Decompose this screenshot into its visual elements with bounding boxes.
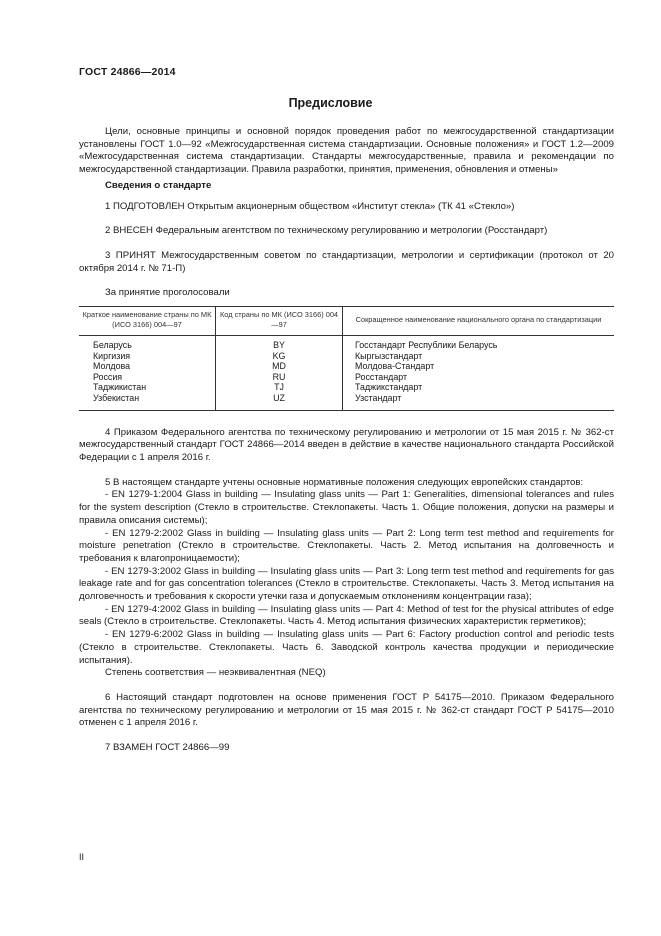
national-body: Узстандарт — [343, 393, 615, 410]
country-code: UZ — [216, 393, 343, 410]
voting-table — [79, 306, 614, 411]
item-5-intro: 5 В настоящем стандарте учтены основные нормативные положения следующих европейских стандартов: — [105, 476, 584, 488]
intro-paragraph: Цели, основные принципы и основной порядок проведения работ по межгосударственной стандартизации установлены ГОСТ 1.0—92 «Межгосударственная система стандартизации. Основные положения» и ГОСТ 1.2—2009 «Межгосударственная система стандартизации. Стандарты межгосударственные, правила и рекомендации по межгосударственной стандартизации. Правила разработки, принятия, применения, обновления и отмены» — [79, 126, 614, 176]
item-7: 7 ВЗАМЕН ГОСТ 24866—99 — [105, 742, 230, 754]
item-4: 4 Приказом Федерального агентства по техническому регулированию и метрологии от 15 мая 2015 г. № 362-ст межгосударственный стандарт ГОСТ 24866—2014 введен в действие в качестве национального стандарта Российской Федерации с 1 апреля 2016 г. — [79, 426, 614, 463]
page-title: Предисловие — [288, 96, 373, 110]
country-name: Киргизия — [79, 351, 216, 362]
national-body: Таджикстандарт — [355, 382, 423, 393]
table-row — [79, 372, 614, 383]
item-5-list-entry: - EN 1279-2:2002 Glass in building — Insulating glass units — Part 2: Long term test method and requirements for moisture penetration (Стекло в строительстве. Стеклопакеты. Часть 2. Метод испытания на долговечность и требования к влагопроницаемости); — [79, 527, 614, 564]
country-name: Молдова — [79, 361, 216, 372]
header-national-body: Сокращенное наименование национального органа по стандартизации — [343, 307, 615, 336]
item-6: 6 Настоящий стандарт подготовлен на основе применения ГОСТ Р 54175—2010. Приказом Федерального агентства по техническому регулированию и метрологии от 15 мая 2015 г. № 362-ст стандарт ГОСТ Р 54175—2010 отменен с 1 апреля 2016 г. — [79, 691, 614, 729]
vote-intro: За принятие проголосовали — [105, 287, 230, 299]
country-name: Беларусь — [79, 336, 216, 351]
table-row — [79, 336, 614, 351]
item-3: 3 ПРИНЯТ Межгосударственным советом по стандартизации, метрологии и сертификации (протокол от 20 октября 2014 г. № 71-П) — [79, 249, 614, 274]
country-code: BY — [216, 336, 343, 351]
table-row — [79, 393, 614, 410]
country-code: RU — [216, 372, 343, 383]
table-row — [79, 351, 614, 362]
page-number: II — [79, 852, 85, 862]
country-name: Узбекистан — [79, 393, 216, 410]
item-2: 2 ВНЕСЕН Федеральным агентством по техническому регулированию и метрологии (Росстандарт) — [105, 225, 548, 237]
item-5-list-entry: - EN 1279-6:2002 Glass in building — Insulating glass units — Part 6: Factory production control and periodic tests (Стекло в строительстве. Стеклопакеты. Часть 6. Заводской контроль качества продукции и периодические испытания). — [79, 629, 614, 666]
national-body: Росстандарт — [355, 371, 408, 382]
header-country-name: Краткое наименование страны по МК (ИСО 3166) 004—97 — [79, 307, 216, 336]
header-country-code: Код страны по МК (ИСО 3166) 004—97 — [216, 307, 343, 336]
item-5-list-entry: - EN 1279-3:2002 Glass in building — Insulating glass units — Part 3: Long term test method and requirements for gas leakage rate and for gas concentration tolerances (Стекло в строительстве. Стеклопакеты. Часть 3. Метод испытания на долговечность и требования к скорости утечки газа и допускаемым отклонениям концентрации газа); — [79, 565, 614, 603]
page-content — [79, 126, 614, 755]
item-5-list-entry: - EN 1279-1:2004 Glass in building — Insulating glass units — Part 1: Generalities, dimensional tolerances and rules for the system description (Стекло в строительстве. Стеклопакеты. Часть 1. Общие положения, допуски на размеры и правила описания системы); — [79, 489, 614, 526]
country-name: Россия — [79, 372, 216, 383]
country-code: MD — [216, 361, 343, 372]
document-code: ГОСТ 24866—2014 — [79, 66, 176, 78]
table-header-row — [79, 307, 614, 336]
country-name: Таджикистан — [79, 382, 216, 393]
standard-info-heading: Сведения о стандарте — [105, 179, 212, 191]
national-body: Кыргызстандарт — [355, 350, 423, 361]
table-row — [79, 382, 614, 393]
national-body: Госстандарт Республики Беларусь — [355, 340, 498, 351]
national-body: Молдова-Стандарт — [355, 361, 435, 372]
conformity-degree: Степень соответствия — неэквивалентная (NEQ) — [105, 667, 326, 679]
table-row — [79, 361, 614, 372]
item-1: 1 ПОДГОТОВЛЕН Открытым акционерным обществом «Институт стекла» (ТК 41 «Стекло») — [105, 200, 515, 212]
country-code: TJ — [216, 382, 343, 393]
item-5-list-entry: - EN 1279-4:2002 Glass in building — Insulating glass units — Part 4: Method of test for the physical attributes of edge seals (Стекло в строительстве. Стеклопакеты. Часть 4. Метод испытания физических характеристик герметиков); — [79, 603, 614, 628]
country-code: KG — [216, 351, 343, 362]
